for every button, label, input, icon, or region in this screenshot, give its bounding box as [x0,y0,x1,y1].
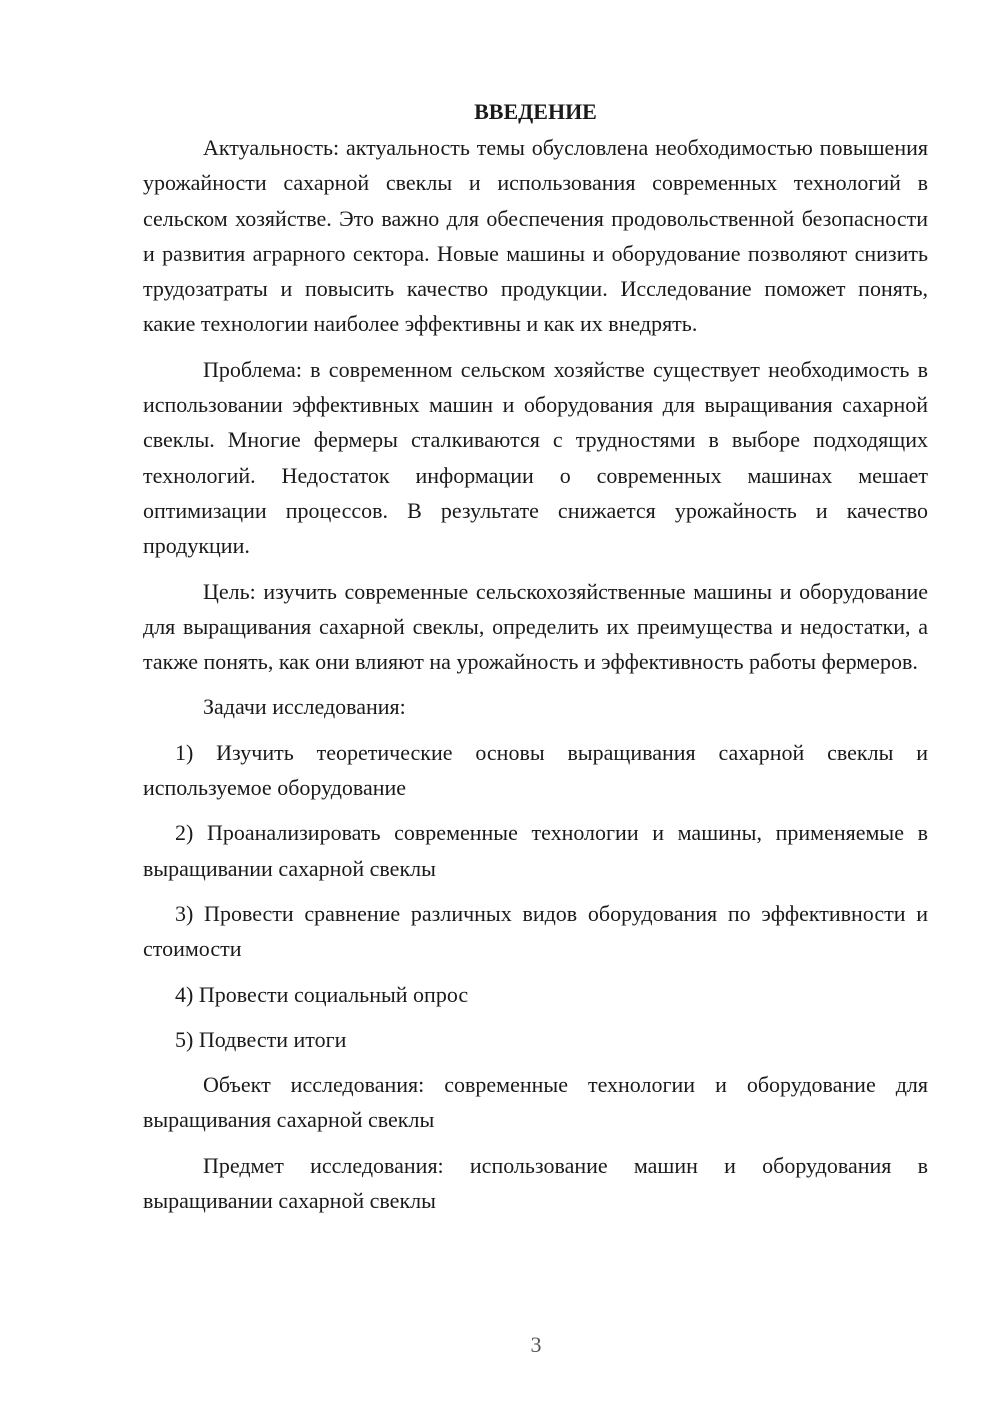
tasks-heading: Задачи исследования: [203,694,406,720]
paragraph-relevance: Актуальность: актуальность темы обусловлена необходимостью повышения урожайности сахарной свеклы и использования современных технологий в сельском хозяйстве. Это важно для обеспечения продовольственной безопасности и развития аграрного сектора. Новые машины и оборудование позволяют снизить трудозатраты и повысить качество продукции. Исследование поможет понять, какие технологии наиболее эффективны и как их внедрять. [143,135,928,337]
task-item-5: 5) Подвести итоги [175,1026,347,1052]
task-item-3: 3) Провести сравнение различных видов оборудования по эффективности и стоимости [143,900,928,962]
task-item-4: 4) Провести социальный опрос [175,981,469,1007]
section-title: ВВЕДЕНИЕ [474,99,597,124]
paragraph-object: Объект исследования: современные технологии и оборудование для выращивания сахарной свеклы [143,1072,928,1133]
task-item-2: 2) Проанализировать современные технологии и машины, применяемые в выращивании сахарной свеклы [143,820,928,881]
page-number: 3 [530,1332,542,1357]
paragraph-problem: Проблема: в современном сельском хозяйстве существует необходимость в использовании эффективных машин и оборудования для выращивания сахарной свеклы. Многие фермеры сталкиваются с трудностями в выборе подходящих технологий. Недостаток информации о современных машинах мешает оптимизации процессов. В результате снижается урожайность и качество продукции. [143,356,928,559]
paragraph-goal: Цель: изучить современные сельскохозяйственные машины и оборудование для выращивания сахарной свеклы, определить их преимущества и недостатки, а также понять, как они влияют на урожайность и эффективность работы фермеров. [143,578,928,675]
task-item-1: 1) Изучить теоретические основы выращивания сахарной свеклы и используемое оборудование [143,739,928,801]
paragraph-subject: Предмет исследования: использование машин и оборудования в выращивании сахарной свеклы [143,1152,928,1214]
page-content [143,94,928,1228]
